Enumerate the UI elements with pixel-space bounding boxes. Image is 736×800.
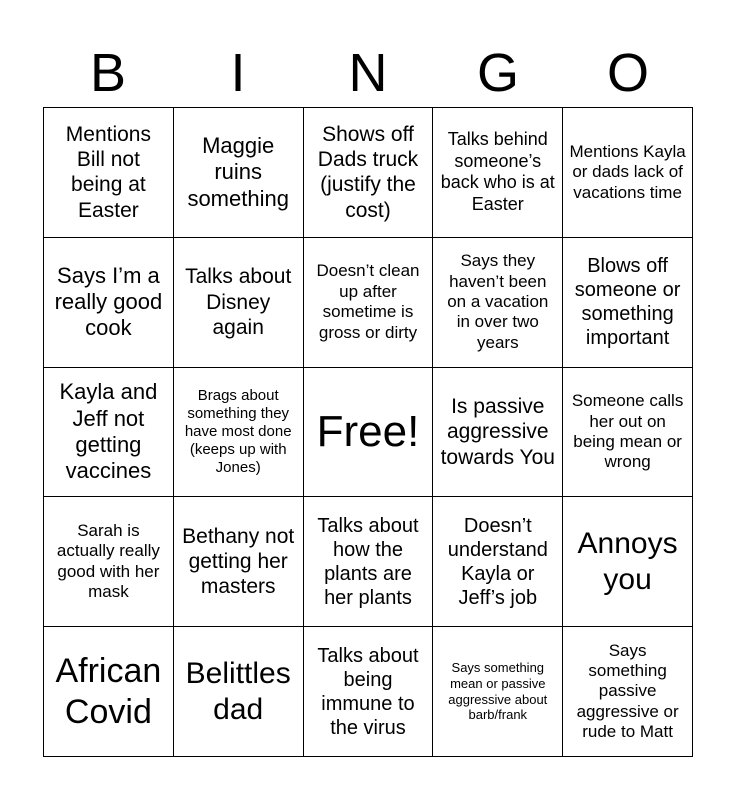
bingo-cell[interactable] bbox=[174, 497, 304, 627]
bingo-cell-free[interactable] bbox=[304, 368, 434, 498]
cell-text: Sarah is actually really good with her mask bbox=[56, 521, 160, 602]
cell-text: Blows off someone or something important bbox=[574, 255, 681, 350]
bingo-cell[interactable] bbox=[174, 368, 304, 498]
cell-text: Bethany not getting her masters bbox=[182, 525, 295, 599]
cell-text: African Covid bbox=[55, 651, 162, 731]
cell-text: Annoys you bbox=[577, 526, 678, 596]
bingo-cell[interactable] bbox=[44, 238, 174, 368]
bingo-cell[interactable] bbox=[174, 627, 304, 757]
cell-text: Talks about being immune to the virus bbox=[317, 644, 419, 739]
cell-text: Says something mean or passive aggressive about barb/frank bbox=[448, 660, 548, 723]
bingo-cell[interactable] bbox=[174, 238, 304, 368]
bingo-cell[interactable] bbox=[433, 108, 563, 238]
cell-text: Is passive aggressive towards You bbox=[440, 395, 555, 469]
bingo-cell[interactable] bbox=[563, 108, 693, 238]
cell-text: Mentions Bill not being at Easter bbox=[65, 123, 151, 222]
bingo-cell[interactable] bbox=[304, 108, 434, 238]
bingo-cell[interactable] bbox=[563, 368, 693, 498]
bingo-card-grid bbox=[43, 107, 693, 757]
bingo-cell[interactable] bbox=[563, 497, 693, 627]
bingo-cell[interactable] bbox=[304, 238, 434, 368]
bingo-cell[interactable] bbox=[44, 108, 174, 238]
cell-text: Doesn’t clean up after sometime is gross or dirty bbox=[316, 261, 420, 342]
bingo-cell[interactable] bbox=[433, 497, 563, 627]
header-letter-b: B bbox=[89, 43, 127, 103]
cell-text: Talks about how the plants are her plants bbox=[317, 514, 419, 609]
bingo-cell[interactable] bbox=[304, 497, 434, 627]
bingo-cell[interactable] bbox=[44, 627, 174, 757]
cell-text: Says they haven’t been on a vacation in over two years bbox=[447, 251, 549, 352]
cell-text: Talks behind someone’s back who is at Easter bbox=[440, 129, 555, 214]
bingo-cell[interactable] bbox=[174, 108, 304, 238]
cell-text: Mentions Kayla or dads lack of vacations time bbox=[569, 141, 686, 202]
bingo-header bbox=[43, 40, 693, 106]
cell-text: Belittles dad bbox=[185, 656, 291, 726]
header-letter-g: G bbox=[476, 43, 519, 103]
bingo-cell[interactable] bbox=[563, 627, 693, 757]
cell-text: Someone calls her out on being mean or wrong bbox=[571, 391, 684, 472]
cell-text: Says something passive aggressive or rude to Matt bbox=[576, 640, 679, 742]
bingo-cell[interactable] bbox=[44, 497, 174, 627]
cell-text: Maggie ruins something bbox=[187, 132, 289, 211]
bingo-cell[interactable] bbox=[44, 368, 174, 498]
header-letter-i: I bbox=[230, 43, 246, 103]
bingo-cell[interactable] bbox=[304, 627, 434, 757]
bingo-cell[interactable] bbox=[563, 238, 693, 368]
header-letter-o: O bbox=[606, 43, 649, 103]
cell-text: Says I’m a really good cook bbox=[54, 262, 163, 341]
cell-text: Shows off Dads truck (justify the cost) bbox=[317, 123, 419, 222]
bingo-cell[interactable] bbox=[433, 238, 563, 368]
header-letter-n: N bbox=[348, 43, 388, 103]
free-space-text: Free! bbox=[316, 406, 420, 456]
bingo-cell[interactable] bbox=[433, 627, 563, 757]
cell-text: Kayla and Jeff not getting vaccines bbox=[59, 379, 158, 484]
cell-text: Brags about something they have most done (keeps up with Jones) bbox=[184, 386, 292, 476]
bingo-cell[interactable] bbox=[433, 368, 563, 498]
cell-text: Doesn’t understand Kayla or Jeff’s job bbox=[447, 514, 548, 609]
cell-text: Talks about Disney again bbox=[185, 265, 292, 339]
